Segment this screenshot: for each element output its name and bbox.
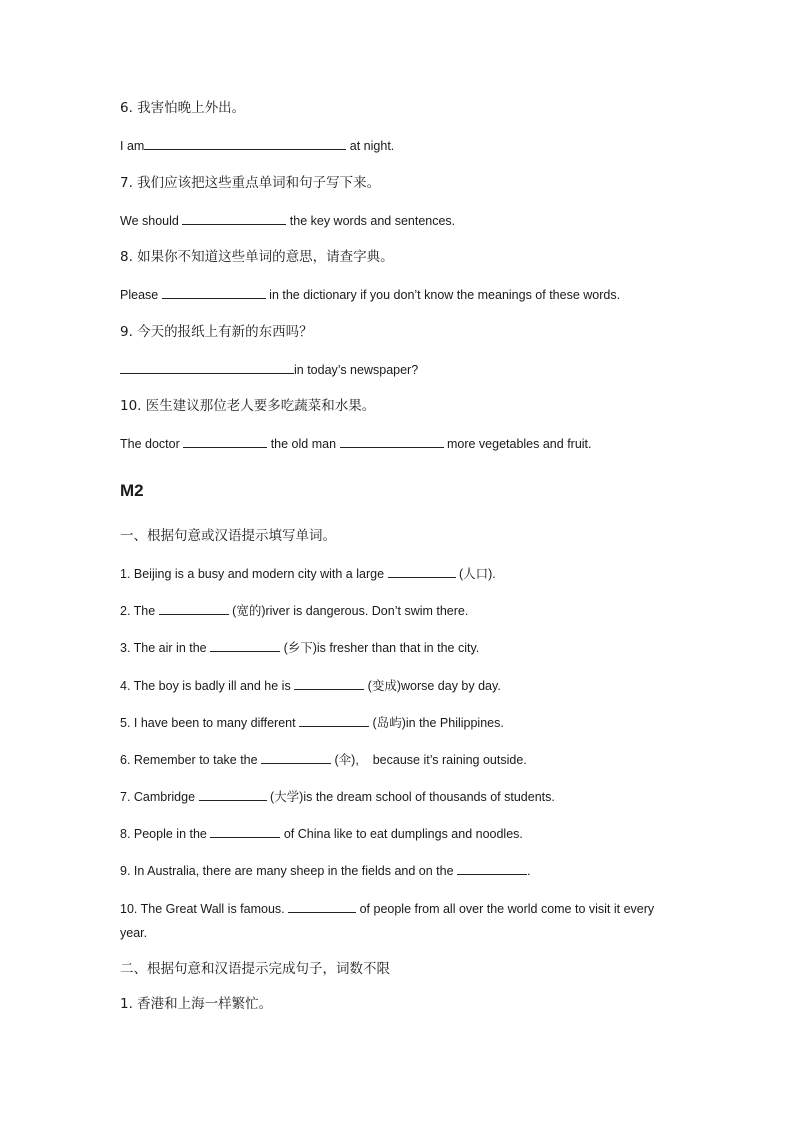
s1-q1-start: 1. Beijing is a busy and modern city with a large <box>120 567 388 581</box>
q10-text-middle: the old man <box>267 437 340 451</box>
s1-q5-start: 5. I have been to many different <box>120 716 300 730</box>
s1-q6-blank[interactable] <box>261 751 331 764</box>
q7-text-end: the key words and sentences. <box>286 214 456 228</box>
s1-q8-blank[interactable] <box>210 825 280 838</box>
q8-text-start: Please <box>120 288 162 302</box>
s1-q8-end: of China like to eat dumplings and noodles. <box>280 827 523 841</box>
q7-text-start: We should <box>120 214 183 228</box>
q8-chinese: 8. 如果你不知道这些单词的意思，请查字典。 <box>120 249 394 265</box>
s1-q4-blank[interactable] <box>294 677 364 690</box>
s1-q10-end: of people from all over the world come to visit it every <box>356 902 655 916</box>
m2-s1-q4 <box>120 677 501 694</box>
q9-chinese: 9. 今天的报纸上有新的东西吗？ <box>120 324 313 340</box>
q10-text-start: The doctor <box>120 437 184 451</box>
s1-q9-blank[interactable] <box>457 862 527 875</box>
s1-q7-blank[interactable] <box>199 788 267 801</box>
q10-blank-1[interactable] <box>183 435 267 448</box>
s1-q7-start: 7. Cambridge <box>120 790 199 804</box>
q9-blank[interactable] <box>120 361 294 374</box>
m2-s1-q10-continued: year. <box>120 926 148 940</box>
s1-q3-end: (乡下)is fresher than that in the city. <box>280 641 480 655</box>
s1-q5-blank[interactable] <box>299 714 369 727</box>
s1-q6-start: 6. Remember to take the <box>120 753 262 767</box>
q7-blank[interactable] <box>182 212 286 225</box>
q8-sentence <box>120 286 620 303</box>
m2-s1-q7 <box>120 788 555 805</box>
m2-s1-q3 <box>120 639 479 656</box>
q8-text-end: in the dictionary if you don’t know the meanings of these words. <box>265 288 621 302</box>
q9-sentence <box>120 361 418 378</box>
s1-q1-end: (人口). <box>455 567 496 581</box>
s1-q3-start: 3. The air in the <box>120 641 211 655</box>
q6-sentence <box>120 137 394 154</box>
s1-q4-end: (变成)worse day by day. <box>364 679 501 693</box>
q10-blank-2[interactable] <box>340 435 444 448</box>
q10-chinese: 10. 医生建议那位老人要多吃蔬菜和水果。 <box>120 398 376 414</box>
s1-q1-blank[interactable] <box>388 565 456 578</box>
q6-text-end: at night. <box>346 139 395 153</box>
s1-q9-end: . <box>527 864 531 878</box>
s1-q5-end: (岛屿)in the Philippines. <box>369 716 504 730</box>
q10-sentence <box>120 435 592 452</box>
m2-section2-title: 二、根据句意和汉语提示完成句子，词数不限 <box>120 961 390 977</box>
m2-s1-q8 <box>120 825 523 842</box>
m2-section1-title: 一、根据句意或汉语提示填写单词。 <box>120 528 336 544</box>
s1-q4-start: 4. The boy is badly ill and he is <box>120 679 295 693</box>
s1-q10-blank[interactable] <box>288 900 356 913</box>
q7-chinese: 7. 我们应该把这些重点单词和句子写下来。 <box>120 175 381 191</box>
s1-q9-start: 9. In Australia, there are many sheep in the fields and on the <box>120 864 458 878</box>
q6-chinese: 6. 我害怕晚上外出。 <box>120 100 246 116</box>
q9-text-end: in today’s newspaper? <box>294 363 419 377</box>
m2-s1-q5 <box>120 714 504 731</box>
m2-s2-q1: 1. 香港和上海一样繁忙。 <box>120 996 273 1012</box>
q7-sentence <box>120 212 455 229</box>
m2-s1-q1 <box>120 565 496 582</box>
m2-s1-q2 <box>120 602 468 619</box>
q8-blank[interactable] <box>162 286 266 299</box>
m2-s1-q9 <box>120 862 531 879</box>
s1-q3-blank[interactable] <box>210 639 280 652</box>
section-heading-m2: M2 <box>120 481 144 500</box>
q6-blank[interactable] <box>144 137 346 150</box>
s1-q7-end: (大学)is the dream school of thousands of students. <box>266 790 555 804</box>
s1-q2-start: 2. The <box>120 604 159 618</box>
s1-q8-start: 8. People in the <box>120 827 211 841</box>
m2-s1-q6 <box>120 751 527 768</box>
s1-q10-start: 10. The Great Wall is famous. <box>120 902 289 916</box>
s1-q2-end: (宽的)river is dangerous. Don’t swim there. <box>228 604 469 618</box>
s1-q2-blank[interactable] <box>159 602 229 615</box>
m2-s1-q10 <box>120 900 654 917</box>
s1-q6-end: (伞), because it’s raining outside. <box>331 753 527 767</box>
q6-text-start: I am <box>120 139 145 153</box>
q10-text-end: more vegetables and fruit. <box>443 437 592 451</box>
